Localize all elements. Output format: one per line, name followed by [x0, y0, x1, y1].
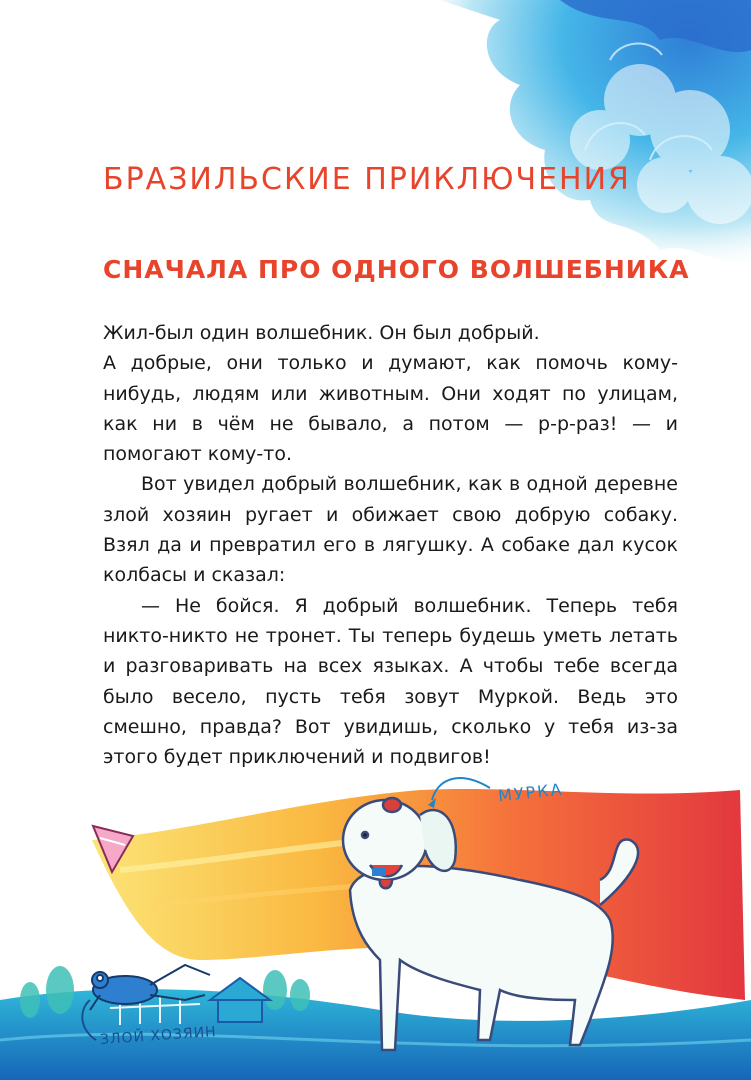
paragraph: А добрые, они только и думают, как помочь кому-нибудь, людям или животным. Они ходят по улицам, как ни в чём не бывало, а потом — р-р-раз! — и помогают кому-то.: [103, 352, 678, 466]
paragraph: Вот увидел добрый волшебник, как в одной деревне злой хозяин ругает и обижает свою добрую собаку. Взял да и превратил его в лягушку. А собаке дал кусок колбасы и сказал:: [103, 473, 678, 587]
dog-name-label: МУРКА: [497, 779, 565, 806]
paragraph: Жил-был один волшебник. Он был добрый.: [103, 322, 540, 344]
story-text: [103, 318, 678, 772]
paragraph: — Не бойся. Я добрый волшебник. Теперь тебя никто-никто не тронет. Ты теперь будешь уметь летать и разговаривать на всех языках. А чтобы тебе всегда было весело, пусть тебя зовут Муркой. Ведь это смешно, правда? Вот увидишь, сколько у тебя из-за этого будет приключений и подвигов!: [103, 594, 678, 769]
chapter-title: БРАЗИЛЬСКИЕ ПРИКЛЮЧЕНИЯ: [103, 162, 631, 197]
frog-owner-label: ЗЛОЙ ХОЗЯИН: [99, 1023, 218, 1049]
section-title: СНАЧАЛА ПРО ОДНОГО ВОЛШЕБНИКА: [103, 255, 690, 284]
